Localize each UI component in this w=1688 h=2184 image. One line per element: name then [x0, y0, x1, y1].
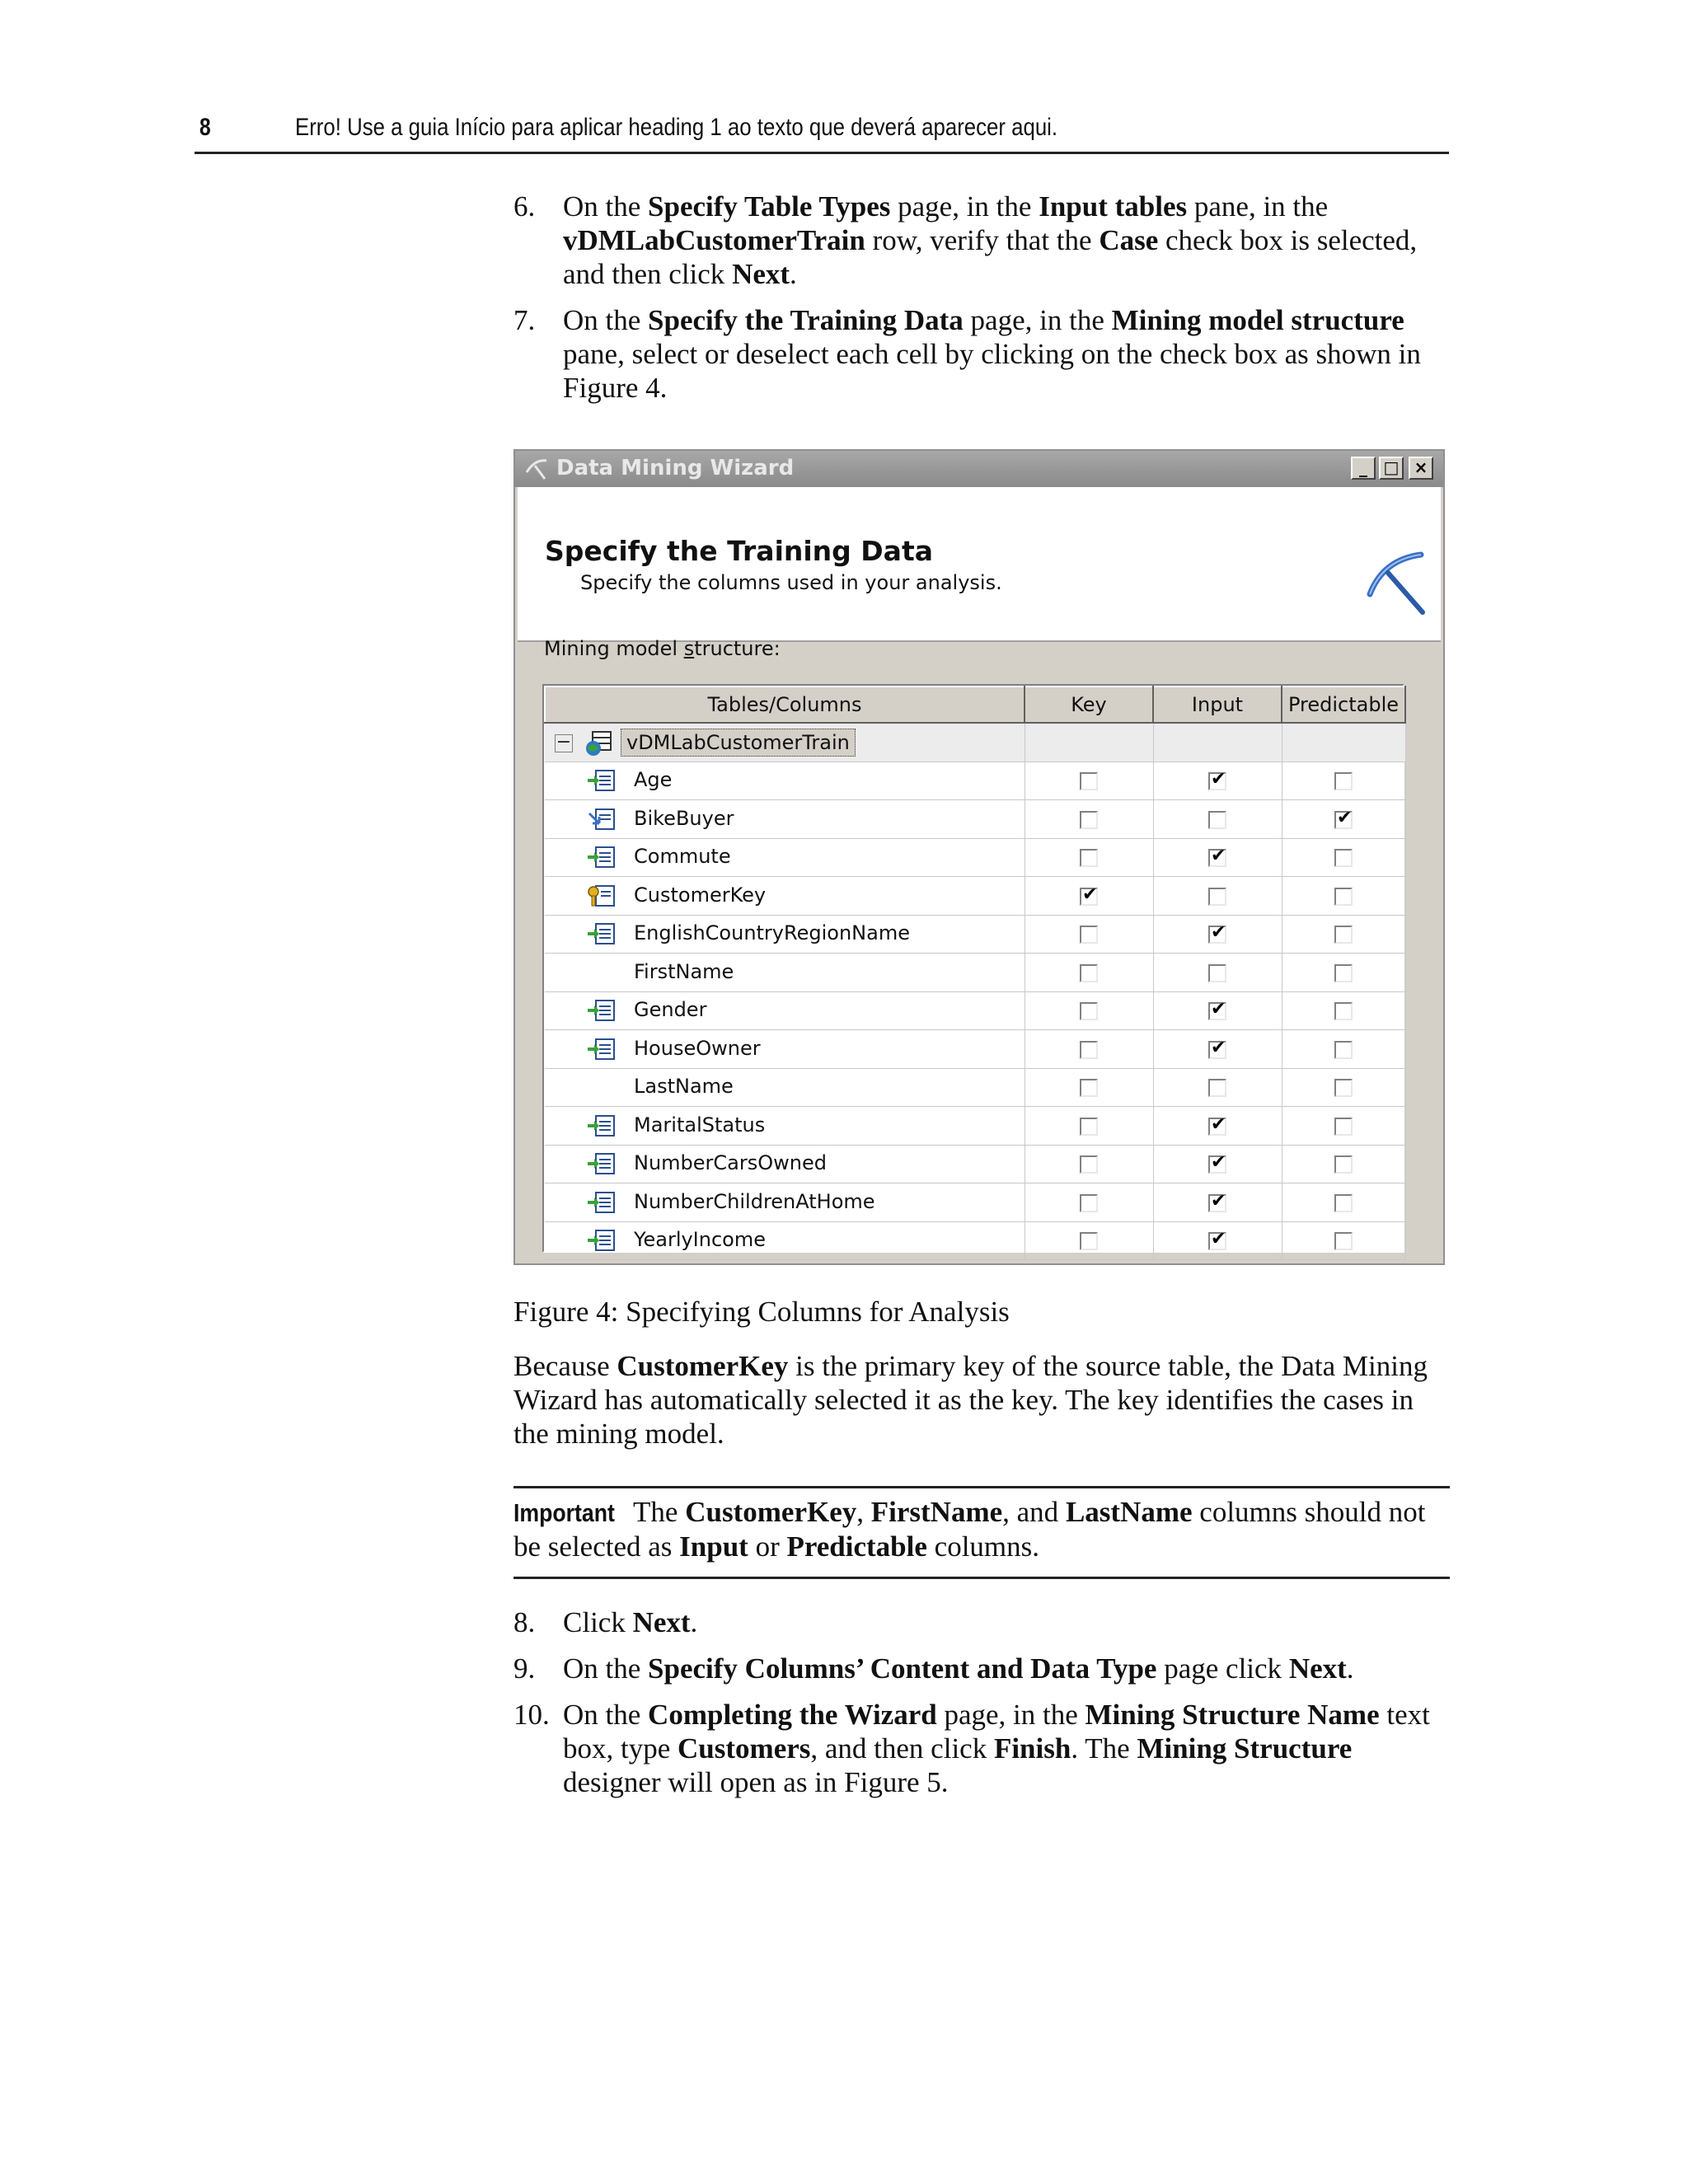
- predictable-checkbox[interactable]: [1334, 1194, 1353, 1212]
- step-text: [513, 1698, 1450, 1799]
- predictable-cell: [1282, 915, 1405, 954]
- steps-top: [513, 190, 1450, 417]
- predictable-checkbox[interactable]: [1334, 1118, 1353, 1136]
- predictable-checkbox[interactable]: [1334, 811, 1353, 829]
- predictable-cell: [1282, 1145, 1405, 1183]
- column-name-cell: [545, 1183, 1025, 1222]
- input-checkbox[interactable]: [1208, 926, 1226, 944]
- column-name: BikeBuyer: [634, 806, 734, 830]
- input-column-icon: [586, 921, 617, 946]
- key-cell: [1025, 1145, 1153, 1183]
- step-number: 8.: [513, 1606, 536, 1638]
- wizard-subheading: Specify the columns used in your analysis.: [580, 571, 1002, 594]
- column-name-cell: [545, 954, 1025, 992]
- predictable-checkbox[interactable]: [1334, 1232, 1353, 1250]
- text-run: On the: [563, 1699, 649, 1731]
- column-name-cell: [545, 915, 1025, 954]
- column-name-cell: [545, 1145, 1025, 1183]
- predictable-cell: [1282, 1068, 1405, 1107]
- running-header: [195, 110, 1449, 154]
- text-run: Because: [513, 1350, 617, 1382]
- input-column-icon: [586, 1228, 617, 1253]
- bold-run: Predictable: [786, 1530, 927, 1563]
- parent-table-name[interactable]: vDMLabCustomerTrain: [621, 729, 856, 757]
- text-run: check box is selected, and then click: [563, 224, 1418, 290]
- maximize-button[interactable]: □: [1379, 457, 1404, 480]
- window-title: Data Mining Wizard: [556, 456, 795, 480]
- column-name: YearlyIncome: [634, 1228, 766, 1252]
- text-run: columns should not be selected as: [513, 1496, 1426, 1563]
- step-text: [513, 1652, 1450, 1685]
- input-cell: [1153, 954, 1282, 992]
- step-text: [513, 190, 1450, 291]
- predictable-cell: [1282, 1030, 1405, 1069]
- wizard-banner: [518, 487, 1441, 642]
- important-note: [513, 1486, 1450, 1579]
- column-name-cell: [545, 1068, 1025, 1107]
- key-cell: [1025, 1183, 1153, 1222]
- column-header-tables-columns[interactable]: Tables/Columns: [545, 687, 1025, 723]
- key-checkbox[interactable]: [1080, 1079, 1098, 1097]
- input-cell: [1153, 1183, 1282, 1222]
- key-cell: [1025, 915, 1153, 954]
- minimize-button[interactable]: _: [1351, 457, 1376, 480]
- bold-run: Mining Structure: [1137, 1732, 1353, 1765]
- text-run: The: [626, 1496, 686, 1528]
- predictable-checkbox[interactable]: [1334, 926, 1353, 944]
- text-run: page click: [1156, 1652, 1289, 1685]
- input-checkbox[interactable]: [1208, 1194, 1226, 1212]
- text-run: , and: [1002, 1496, 1066, 1528]
- figure-caption: Figure 4: Specifying Columns for Analysis: [513, 1296, 1010, 1328]
- key-checkbox[interactable]: [1080, 888, 1098, 906]
- column-name: NumberChildrenAtHome: [634, 1189, 875, 1213]
- input-column-icon: [586, 1151, 617, 1176]
- bold-run: vDMLabCustomerTrain: [563, 224, 865, 256]
- input-column-icon: [586, 768, 617, 793]
- predictable-cell: [1282, 954, 1405, 992]
- collapse-icon[interactable]: −: [556, 731, 572, 752]
- column-name-cell: [545, 991, 1025, 1030]
- data-mining-wizard-dialog: [513, 449, 1445, 1265]
- bold-run: Input: [679, 1530, 748, 1563]
- text-run: .: [790, 258, 797, 290]
- empty-cell: [1025, 723, 1153, 762]
- header-title: Erro! Use a guia Início para aplicar heading 1 ao texto que deverá aparecer aqui.: [295, 114, 1058, 141]
- steps-bottom: [513, 1605, 1450, 1811]
- key-cell: [1025, 800, 1153, 839]
- key-cell: [1025, 1030, 1153, 1069]
- text-run: columns.: [926, 1530, 1040, 1563]
- table-row: [545, 838, 1405, 877]
- predictable-checkbox[interactable]: [1334, 964, 1353, 982]
- input-cell: [1153, 991, 1282, 1030]
- bold-run: LastName: [1065, 1496, 1193, 1528]
- table-row: [545, 1030, 1405, 1069]
- predictable-cell: [1282, 1107, 1405, 1146]
- column-name: Commute: [634, 845, 731, 869]
- label-accesskey: s: [683, 637, 695, 660]
- input-column-icon: [586, 845, 617, 869]
- column-name: Gender: [634, 998, 707, 1022]
- text-run: pane, select or deselect each cell by clicking on the check box as shown in Figure 4.: [563, 338, 1421, 404]
- key-checkbox[interactable]: [1080, 964, 1098, 982]
- label-text: tructure:: [694, 637, 781, 660]
- input-checkbox[interactable]: [1208, 849, 1226, 867]
- column-header-predictable[interactable]: Predictable: [1282, 687, 1405, 723]
- predictable-cell: [1282, 1221, 1405, 1260]
- step-10: [513, 1698, 1450, 1799]
- input-cell: [1153, 1068, 1282, 1107]
- step-text: [513, 303, 1450, 405]
- table-row-parent: [545, 723, 1405, 762]
- key-cell: [1025, 991, 1153, 1030]
- input-checkbox[interactable]: [1208, 1002, 1226, 1020]
- bold-run: CustomerKey: [685, 1496, 857, 1528]
- step-6: [513, 190, 1450, 291]
- mining-structure-label: [544, 637, 781, 660]
- predictable-cell: [1282, 838, 1405, 877]
- note-label: Important: [513, 1498, 615, 1527]
- step-8: [513, 1605, 1450, 1639]
- text-run: .: [690, 1606, 698, 1638]
- text-run: On the: [563, 304, 649, 336]
- page-number: 8: [199, 114, 211, 141]
- bold-run: Mining Structure Name: [1085, 1699, 1380, 1731]
- key-checkbox[interactable]: [1080, 1041, 1098, 1059]
- bold-run: Finish: [993, 1732, 1071, 1765]
- key-cell: [1025, 762, 1153, 800]
- table-row: [545, 915, 1405, 954]
- empty-cell: [1153, 723, 1282, 762]
- input-column-icon: [586, 1037, 617, 1062]
- label-text: Mining model: [544, 637, 684, 660]
- column-header-key[interactable]: Key: [1025, 687, 1153, 723]
- step-number: 10.: [513, 1699, 550, 1731]
- column-name: Age: [634, 768, 673, 792]
- column-name: FirstName: [634, 959, 734, 983]
- wizard-heading: Specify the Training Data: [545, 535, 933, 567]
- text-run: Click: [563, 1606, 633, 1638]
- input-column-icon: [586, 1190, 617, 1215]
- key-cell: [1025, 877, 1153, 916]
- key-checkbox[interactable]: [1080, 1118, 1098, 1136]
- predict-column-icon: [586, 807, 617, 832]
- text-run: row, verify that the: [865, 224, 1100, 256]
- key-checkbox[interactable]: [1080, 1002, 1098, 1020]
- bold-run: Completing the Wizard: [648, 1699, 937, 1731]
- bold-run: Next: [732, 258, 790, 290]
- column-name-cell: [545, 1030, 1025, 1069]
- key-checkbox[interactable]: [1080, 1232, 1098, 1250]
- predictable-checkbox[interactable]: [1334, 1155, 1353, 1174]
- bold-run: Next: [632, 1606, 691, 1638]
- column-name-cell: [545, 762, 1025, 800]
- input-checkbox[interactable]: [1208, 1079, 1226, 1097]
- input-checkbox[interactable]: [1208, 888, 1226, 906]
- step-7: [513, 303, 1450, 405]
- input-cell: [1153, 838, 1282, 877]
- input-cell: [1153, 1221, 1282, 1260]
- input-cell: [1153, 1030, 1282, 1069]
- key-checkbox[interactable]: [1080, 811, 1098, 829]
- step-9: [513, 1652, 1450, 1685]
- text-run: page, in the: [890, 190, 1039, 223]
- predictable-cell: [1282, 991, 1405, 1030]
- column-name-cell: [545, 877, 1025, 916]
- text-run: or: [748, 1530, 787, 1563]
- predictable-cell: [1282, 762, 1405, 800]
- predictable-cell: [1282, 1183, 1405, 1222]
- table-row: [545, 877, 1405, 916]
- text-run: On the: [563, 1652, 649, 1685]
- step-text: [513, 1605, 1450, 1639]
- text-run: is the primary key of the source table, the Data Mining Wizard has automatically selected it as the key. The key identifies the cases in the mining model.: [513, 1350, 1428, 1450]
- column-name: CustomerKey: [634, 883, 767, 907]
- column-name: LastName: [634, 1075, 734, 1099]
- key-cell: [1025, 1107, 1153, 1146]
- input-checkbox[interactable]: [1208, 772, 1226, 790]
- predictable-checkbox[interactable]: [1334, 772, 1353, 790]
- table-row: [545, 762, 1405, 800]
- text-run: designer will open as in Figure 5.: [563, 1766, 949, 1798]
- predictable-cell: [1282, 800, 1405, 839]
- table-row: [545, 1068, 1405, 1107]
- key-checkbox[interactable]: [1080, 772, 1098, 790]
- predictable-checkbox[interactable]: [1334, 888, 1353, 906]
- text-run: text box, type: [563, 1699, 1430, 1765]
- table-row: [545, 800, 1405, 839]
- input-checkbox[interactable]: [1208, 1041, 1226, 1059]
- text-run: page, in the: [963, 304, 1112, 336]
- input-cell: [1153, 1145, 1282, 1183]
- input-column-icon: [586, 1113, 617, 1138]
- grid-header-row: [545, 687, 1405, 723]
- text-run: , and then click: [810, 1732, 994, 1765]
- key-checkbox[interactable]: [1080, 849, 1098, 867]
- key-checkbox[interactable]: [1080, 926, 1098, 944]
- bold-run: Specify Columns’ Content and Data Type: [648, 1652, 1157, 1685]
- bold-run: FirstName: [870, 1496, 1003, 1528]
- bold-run: Input tables: [1039, 190, 1188, 223]
- title-bar[interactable]: [515, 451, 1443, 487]
- text-run: .: [1346, 1652, 1354, 1685]
- bold-run: Case: [1099, 224, 1159, 256]
- text-run: . The: [1071, 1732, 1137, 1765]
- table-row: [545, 1221, 1405, 1260]
- key-cell: [1025, 838, 1153, 877]
- input-cell: [1153, 877, 1282, 916]
- text-run: page, in the: [936, 1699, 1085, 1731]
- column-name-cell: [545, 1221, 1025, 1260]
- predictable-checkbox[interactable]: [1334, 849, 1353, 867]
- predictable-checkbox[interactable]: [1334, 1041, 1353, 1059]
- step-number: 7.: [513, 304, 536, 336]
- text-run: pane, in the: [1187, 190, 1329, 223]
- table-icon: [584, 730, 614, 757]
- empty-cell: [1282, 723, 1405, 762]
- step-number: 6.: [513, 190, 536, 223]
- step-number: 9.: [513, 1652, 536, 1685]
- column-name: EnglishCountryRegionName: [634, 921, 910, 945]
- body-paragraph: [513, 1349, 1450, 1451]
- column-name: MaritalStatus: [634, 1113, 766, 1137]
- input-checkbox[interactable]: [1208, 811, 1226, 829]
- key-cell: [1025, 1221, 1153, 1260]
- table-row: [545, 1183, 1405, 1222]
- input-cell: [1153, 1107, 1282, 1146]
- input-checkbox[interactable]: [1208, 1232, 1226, 1250]
- bold-run: Mining model structure: [1111, 304, 1404, 336]
- input-column-icon: [586, 998, 617, 1023]
- column-name-cell: [545, 838, 1025, 877]
- predictable-checkbox[interactable]: [1334, 1002, 1353, 1020]
- close-button[interactable]: ×: [1409, 457, 1433, 480]
- table-row: [545, 1145, 1405, 1183]
- key-cell: [1025, 954, 1153, 992]
- input-cell: [1153, 915, 1282, 954]
- column-name-cell: [545, 1107, 1025, 1146]
- table-row: [545, 991, 1405, 1030]
- input-cell: [1153, 800, 1282, 839]
- bold-run: Specify the Training Data: [648, 304, 964, 336]
- column-name: NumberCarsOwned: [634, 1151, 827, 1175]
- predictable-checkbox[interactable]: [1334, 1079, 1353, 1097]
- mining-structure-grid: [542, 684, 1404, 1253]
- bold-run: Specify Table Types: [648, 190, 891, 223]
- bold-run: CustomerKey: [617, 1350, 789, 1382]
- key-cell: [1025, 1068, 1153, 1107]
- bold-run: Customers: [678, 1732, 811, 1765]
- pickaxe-icon: [523, 456, 550, 482]
- text-run: On the: [563, 190, 649, 223]
- key-checkbox[interactable]: [1080, 1155, 1098, 1174]
- column-name: HouseOwner: [634, 1036, 761, 1060]
- column-header-input[interactable]: Input: [1153, 687, 1282, 723]
- predictable-cell: [1282, 877, 1405, 916]
- column-name-cell: [545, 800, 1025, 839]
- text-run: ,: [856, 1496, 871, 1528]
- key-column-icon: [586, 883, 617, 908]
- key-checkbox[interactable]: [1080, 1194, 1098, 1212]
- table-row: [545, 954, 1405, 992]
- input-checkbox[interactable]: [1208, 1118, 1226, 1136]
- table-row: [545, 1107, 1405, 1146]
- bold-run: Next: [1288, 1652, 1347, 1685]
- pickaxe-icon: [1363, 551, 1429, 617]
- parent-cell: [545, 723, 1025, 762]
- input-checkbox[interactable]: [1208, 964, 1226, 982]
- input-cell: [1153, 762, 1282, 800]
- input-checkbox[interactable]: [1208, 1155, 1226, 1174]
